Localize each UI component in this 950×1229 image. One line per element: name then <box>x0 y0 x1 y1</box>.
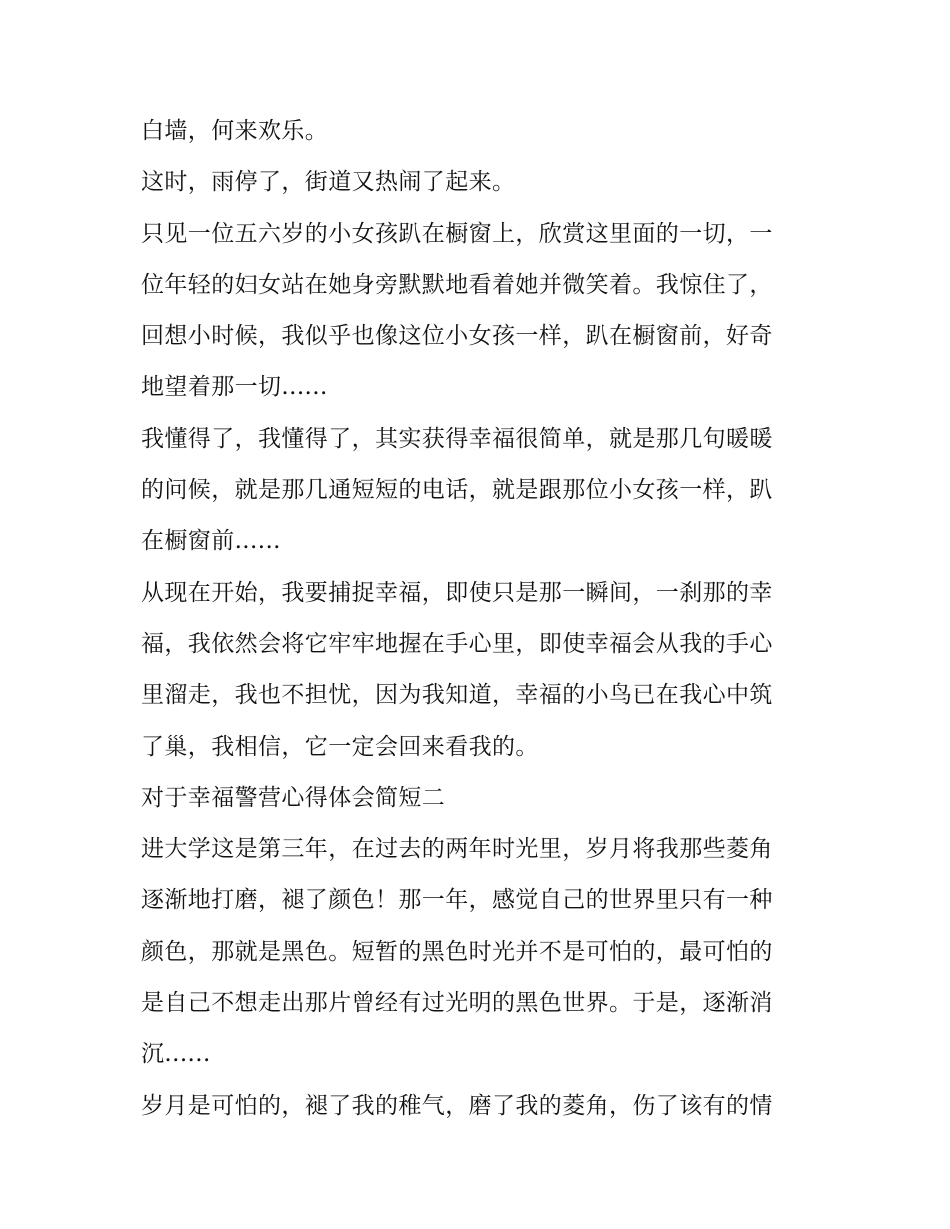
text-line: 逐渐地打磨，褪了颜色！那一年，感觉自己的世界里只有一种 <box>141 887 773 914</box>
text-line: 只见一位五六岁的小女孩趴在橱窗上，欣赏这里面的一切，一 <box>141 220 773 247</box>
section-heading: 对于幸福警营心得体会简短二 <box>141 784 446 811</box>
text-line: 这时，雨停了，街道又热闹了起来。 <box>141 169 516 196</box>
text-line: 颜色，那就是黑色。短暂的黑色时光并不是可怕的，最可怕的 <box>141 938 773 965</box>
text-line: 在橱窗前...... <box>141 528 281 555</box>
text-line: 白墙，何来欢乐。 <box>141 118 329 144</box>
text-line: 从现在开始，我要捕捉幸福，即使只是那一瞬间，一刹那的幸 <box>141 579 773 606</box>
text-line: 岁月是可怕的，褪了我的稚气，磨了我的菱角，伤了该有的情 <box>141 1092 773 1119</box>
text-line: 沉...... <box>141 1041 211 1068</box>
text-line: 福，我依然会将它牢牢地握在手心里，即使幸福会从我的手心 <box>141 630 773 657</box>
body-text <box>141 106 813 1132</box>
text-line: 里溜走，我也不担忧，因为我知道，幸福的小鸟已在我心中筑 <box>141 682 773 709</box>
text-line: 回想小时候，我似乎也像这位小女孩一样，趴在橱窗前，好奇 <box>141 323 773 350</box>
text-line: 进大学这是第三年，在过去的两年时光里，岁月将我那些菱角 <box>141 836 773 863</box>
text-line: 位年轻的妇女站在她身旁默默地看着她并微笑着。我惊住了， <box>141 271 773 298</box>
text-line: 是自己不想走出那片曾经有过光明的黑色世界。于是，逐渐消 <box>141 990 773 1017</box>
text-line: 地望着那一切...... <box>141 374 328 401</box>
text-line: 我懂得了，我懂得了，其实获得幸福很简单，就是那几句暖暖 <box>141 425 773 452</box>
text-line: 的问候，就是那几通短短的电话，就是跟那位小女孩一样，趴 <box>141 477 773 504</box>
text-line: 了巢，我相信，它一定会回来看我的。 <box>141 733 539 760</box>
